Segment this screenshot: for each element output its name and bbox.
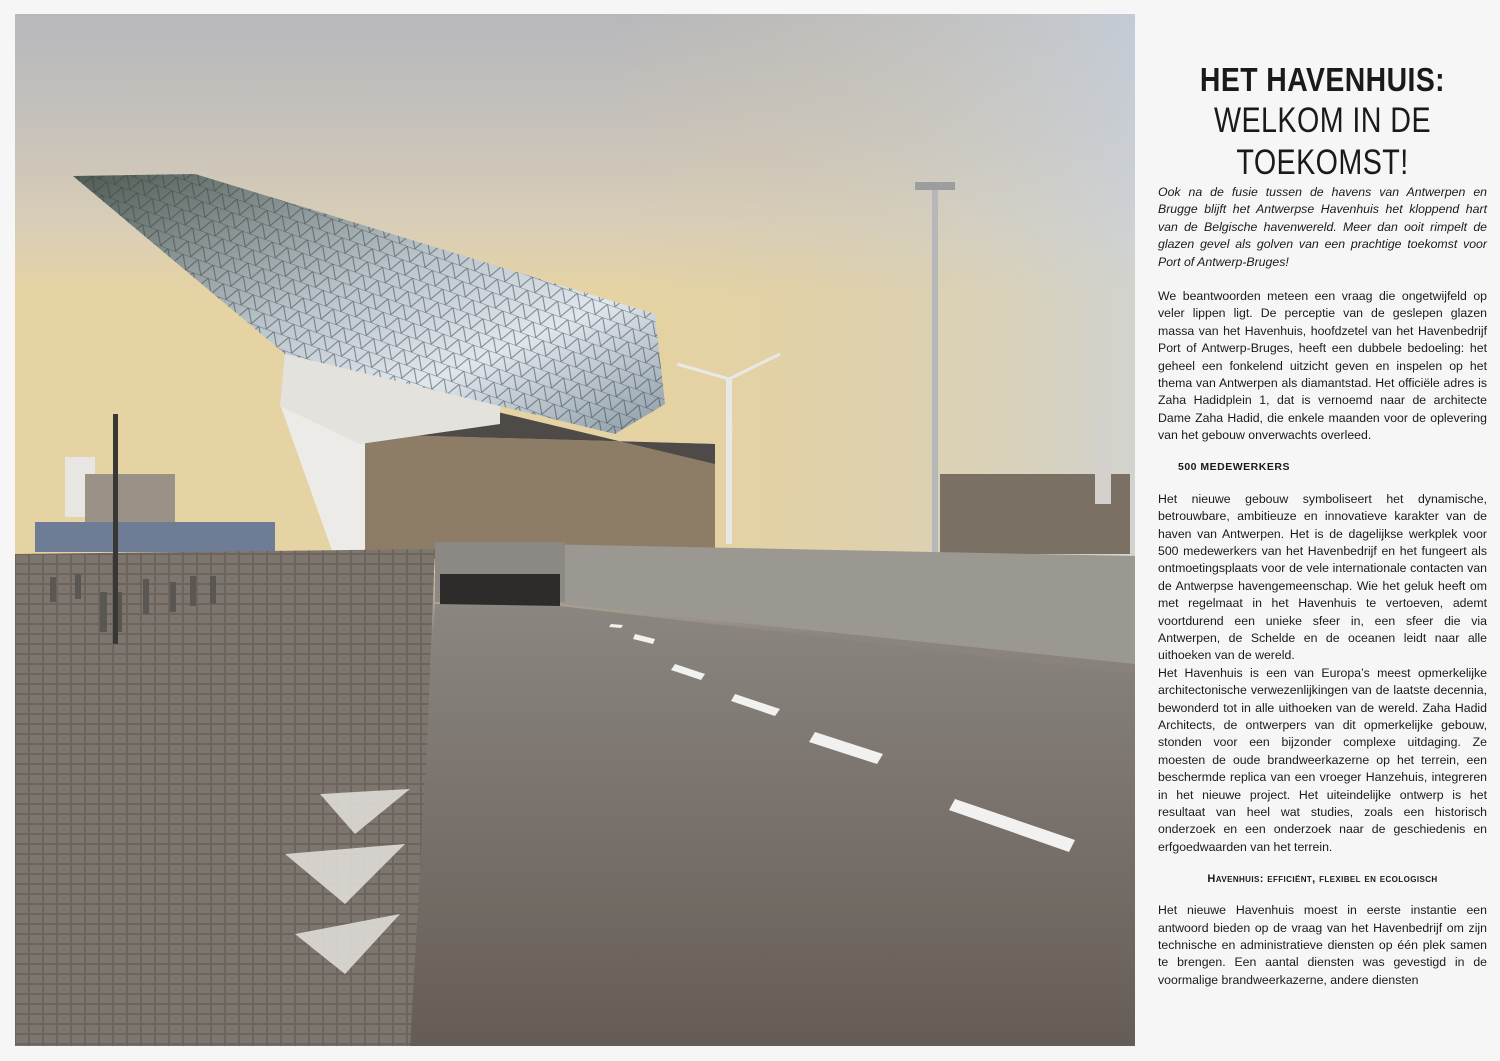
article-paragraph-2: Het nieuwe gebouw symboliseert het dynamische, betrouwbare, ambitieuze en innovatieve karakter van de haven van Antwerpen. Het is de dagelijkse werkplek voor 500 medewerkers van het Havenbedrijf en het fungeert als ontmoetingsplaats voor de vele internationale contacten van de Antwerpse havengemeenschap. Wie het geluk heeft om met regelmaat in het Havenhuis te vertoeven, ademt voortdurend een unieke sfeer in, een sfeer die via Antwerpen, de Schelde en de oceanen leidt naar alle uithoeken van de wereld. [1158,491,1487,663]
article-title: HET HAVENHUIS: [1199,61,1446,98]
article-lead: Ook na de fusie tussen de havens van Antwerpen en Brugge blijft het Antwerpse Havenhuis het kloppend hart van de Belgische havenwereld. Meer dan ooit rimpelt de glazen gevel als golven van een prachtige toekomst voor Port of Antwerp-Bruges! [1158,185,1487,269]
article-subtitle: WELKOM IN DE TOEKOMST! [1213,101,1431,182]
article-column [1158,60,1487,989]
article-paragraph-1: We beantwoorden meteen een vraag die ongetwijfeld op veler lippen ligt. De perceptie van de geslepen glazen massa van het Havenhuis, hoofdzetel van het Havenbedrijf Port of Antwerp-Bruges, heeft een dubbele bedoeling: het geheel een fonkelend uitzicht geven en inspelen op het thema van Antwerpen als diamantstad. Het officiële adres is Zaha Hadidplein 1, dat is vernoemd naar de architecte Dame Zaha Hadid, die enkele maanden voor de oplevering van het gebouw onverwachts overleed. [1158,289,1487,443]
havenhuis-photo [15,14,1135,1046]
article-paragraph-4: Het nieuwe Havenhuis moest in eerste instantie een antwoord bieden op de vraag van het Havenbedrijf om zijn technische en administratieve diensten op één plek samen te brengen. Een aantal diensten was gevestigd in de voormalige brandweerkazerne, andere diensten [1158,903,1487,987]
photo-illustration [15,14,1135,1046]
section-heading-500-medewerkers: 500 MEDEWERKERS [1178,460,1290,473]
article-paragraph-3: Het Havenhuis is een van Europa’s meest opmerkelijke architectonische verwezenlijkingen van de laatste decennia, bewonderd tot in alle uithoeken van de wereld. Zaha Hadid Architects, de ontwerpers van dit opmerkelijke gebouw, stonden voor een bijzonder complexe uitdaging. Ze moesten de oude brandweerkazerne op het terrein, een beschermde replica van een vroeger Hanzehuis, integreren in het nieuwe project. Het uiteindelijke ontwerp is het resultaat van heel wat studies, zoals een historisch onderzoek en een onderzoek naar de geschiedenis en erfgoedwaarden van het terrein. [1158,665,1487,854]
section-heading-efficient: Havenhuis: efficiënt, flexibel en ecologisch [1207,873,1438,886]
